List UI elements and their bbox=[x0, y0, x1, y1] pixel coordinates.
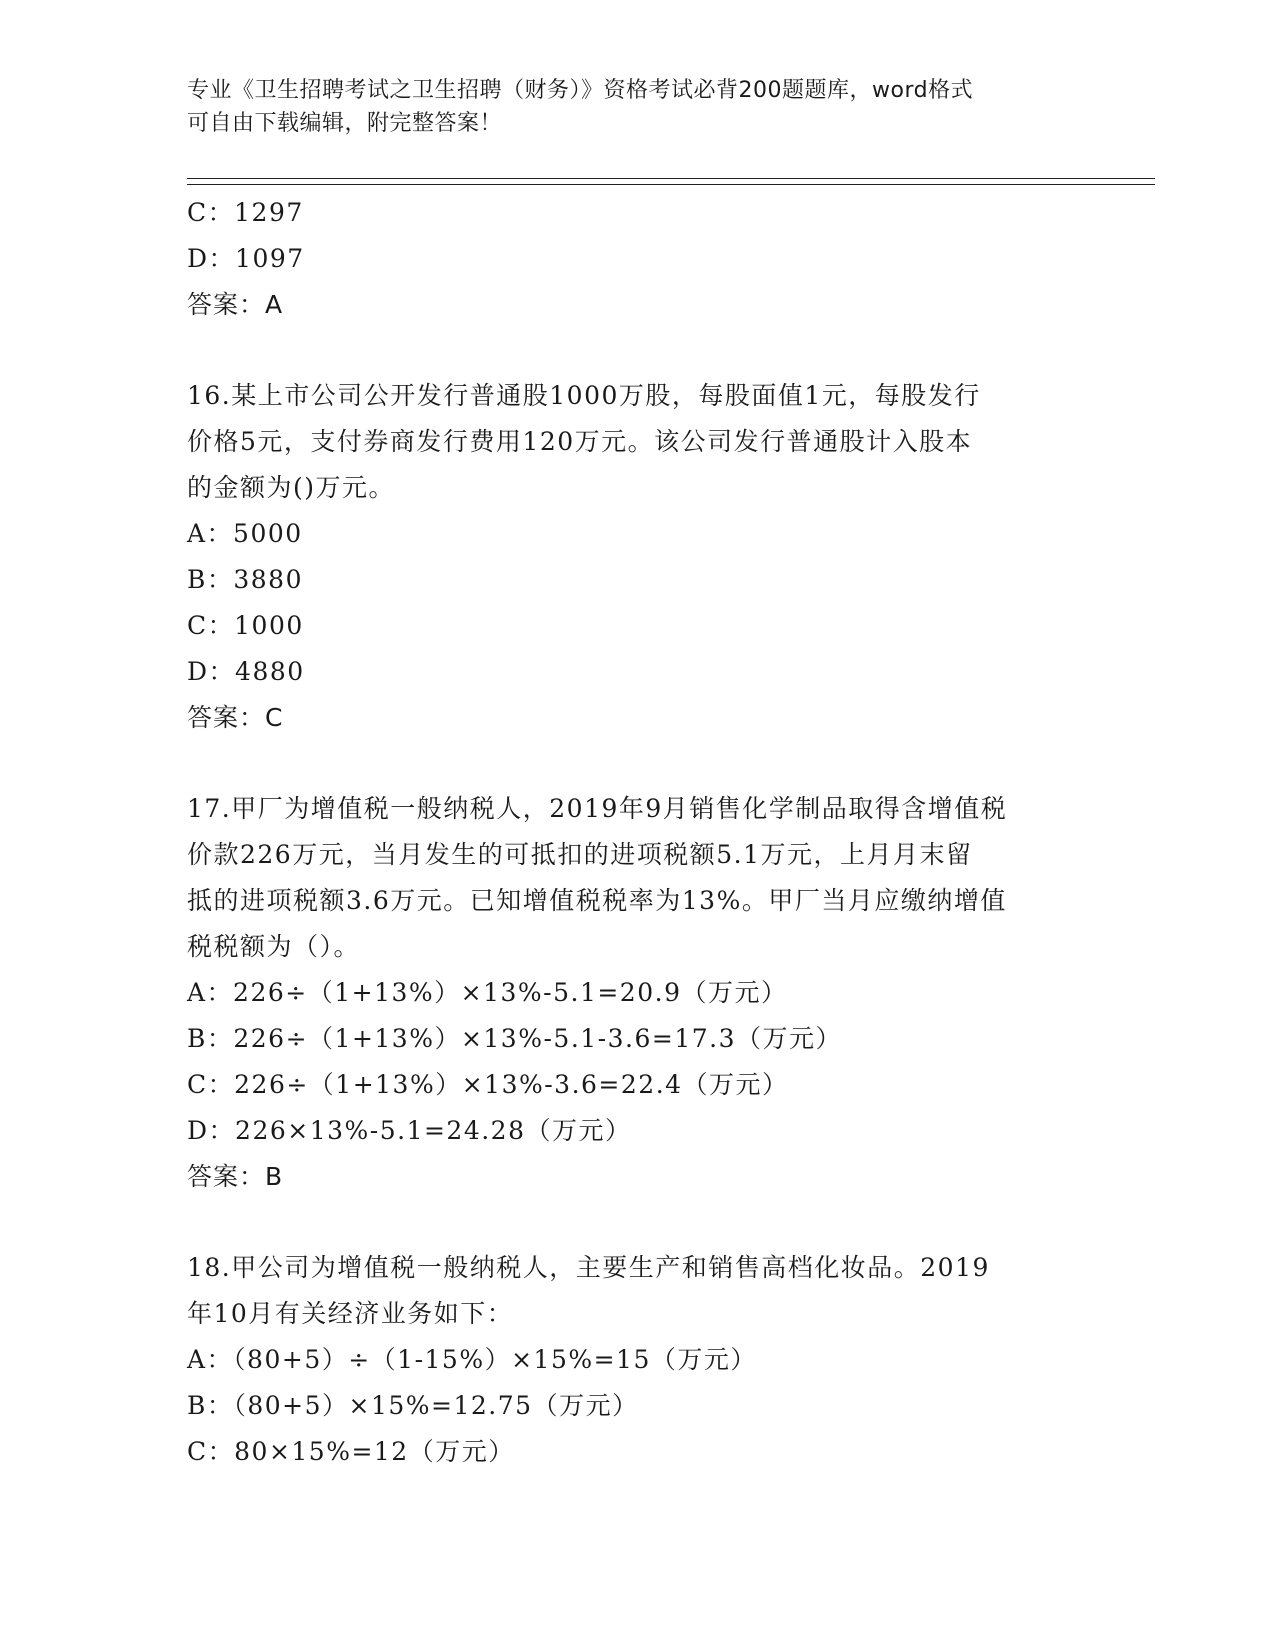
answer-line: 答案：A bbox=[187, 290, 284, 319]
header-line-2: 可自由下载编辑，附完整答案！ bbox=[187, 111, 503, 136]
question-18 bbox=[187, 1245, 1087, 1475]
option-c: C：1000 bbox=[187, 611, 304, 640]
question-stem-line: 18.甲公司为增值税一般纳税人，主要生产和销售高档化妆品。2019 bbox=[187, 1253, 990, 1282]
spacer bbox=[187, 1200, 1087, 1245]
question-stem-line: 价格5元，支付券商发行费用120万元。该公司发行普通股计入股本 bbox=[187, 427, 973, 456]
header-line-1: 专业《卫生招聘考试之卫生招聘（财务）》资格考试必背200题题库，word格式 bbox=[187, 78, 974, 103]
question-stem-line: 16.某上市公司公开发行普通股1000万股，每股面值1元，每股发行 bbox=[187, 381, 981, 410]
question-stem-line: 抵的进项税额3.6万元。已知增值税税率为13%。甲厂当月应缴纳增值 bbox=[187, 886, 1007, 915]
option-d: D：1097 bbox=[187, 244, 305, 273]
option-b: B：226÷（1+13%）×13%-5.1-3.6=17.3（万元） bbox=[187, 1024, 842, 1053]
document-header bbox=[187, 74, 1087, 140]
spacer bbox=[187, 741, 1087, 786]
option-a: A：5000 bbox=[187, 519, 303, 548]
option-a: A：226÷（1+13%）×13%-5.1=20.9（万元） bbox=[187, 978, 788, 1007]
answer-line: 答案：B bbox=[187, 1162, 284, 1191]
question-stem-line: 价款226万元，当月发生的可抵扣的进项税额5.1万元，上月月末留 bbox=[187, 840, 973, 869]
document-body bbox=[187, 190, 1087, 1475]
option-c: C：226÷（1+13%）×13%-3.6=22.4（万元） bbox=[187, 1070, 789, 1099]
question-stem-line: 的金额为()万元。 bbox=[187, 473, 396, 502]
answer-line: 答案：C bbox=[187, 703, 284, 732]
option-b: B：（80+5）×15%=12.75（万元） bbox=[187, 1391, 639, 1420]
question-stem-line: 17.甲厂为增值税一般纳税人，2019年9月销售化学制品取得含增值税 bbox=[187, 794, 1008, 823]
question-15-tail bbox=[187, 190, 1087, 328]
option-b: B：3880 bbox=[187, 565, 303, 594]
spacer bbox=[187, 328, 1087, 373]
option-a: A：（80+5）÷（1-15%）×15%=15（万元） bbox=[187, 1345, 757, 1374]
option-d: D：4880 bbox=[187, 657, 305, 686]
header-rule-bottom bbox=[187, 184, 1155, 185]
question-16 bbox=[187, 373, 1087, 741]
header-rule-top bbox=[187, 178, 1155, 179]
option-c: C：1297 bbox=[187, 198, 304, 227]
question-stem-line: 年10月有关经济业务如下： bbox=[187, 1299, 514, 1328]
option-d: D：226×13%-5.1=24.28（万元） bbox=[187, 1116, 632, 1145]
question-17 bbox=[187, 786, 1087, 1200]
question-stem-line: 税税额为（）。 bbox=[187, 932, 361, 961]
option-c: C：80×15%=12（万元） bbox=[187, 1437, 515, 1466]
